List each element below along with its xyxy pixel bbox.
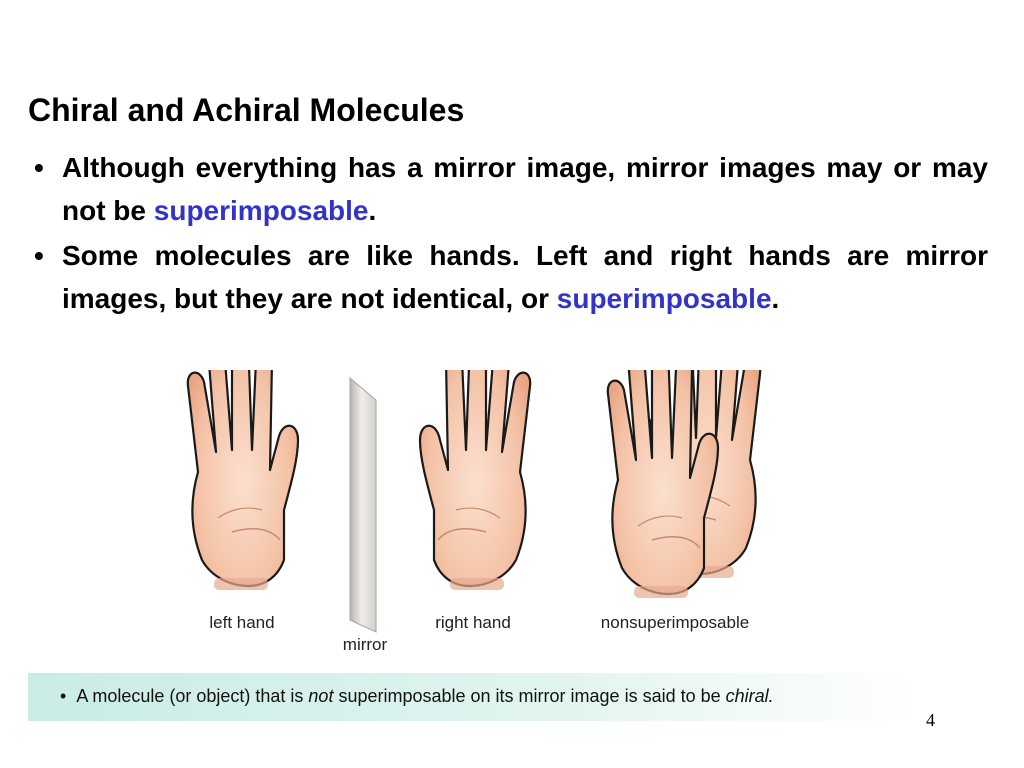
bullet-item-1 xyxy=(30,146,988,232)
label-left-hand: left hand xyxy=(209,613,275,632)
bullet-text: Some molecules are like hands. Left and right hands are mirror images, but they are not identical, or xyxy=(62,240,988,314)
label-mirror: mirror xyxy=(342,635,388,654)
caption-part-1: A molecule (or object) that is xyxy=(76,686,309,706)
bullet-text-end: . xyxy=(368,195,377,226)
nonsuperimposable-hands-icon xyxy=(608,370,760,598)
caption-emphasis-end: chiral. xyxy=(725,686,774,706)
caption-marker: • xyxy=(60,686,67,706)
label-right-hand: right hand xyxy=(435,613,511,632)
bullet-marker: • xyxy=(34,240,44,271)
bullet-marker: • xyxy=(34,152,44,183)
bullet-list xyxy=(30,146,988,322)
slide-title: Chiral and Achiral Molecules xyxy=(28,92,465,128)
highlight-term: superimposable xyxy=(556,283,772,314)
caption-text xyxy=(60,684,774,708)
label-nonsuperimposable: nonsuperimposable xyxy=(600,613,750,632)
caption-part-2: superimposable on its mirror image is said to be xyxy=(333,686,726,706)
left-hand-icon xyxy=(188,370,298,590)
bullet-text: Although everything has a mirror image, mirror images may or may not be xyxy=(62,152,988,226)
hands-figure xyxy=(0,370,1024,670)
mirror-icon xyxy=(350,378,376,632)
page-number: 4 xyxy=(926,710,935,730)
bullet-item-2 xyxy=(30,234,988,320)
right-hand-icon xyxy=(420,370,530,590)
bullet-text-end: . xyxy=(771,283,780,314)
caption-emphasis: not xyxy=(308,686,334,706)
highlight-term: superimposable xyxy=(153,195,369,226)
